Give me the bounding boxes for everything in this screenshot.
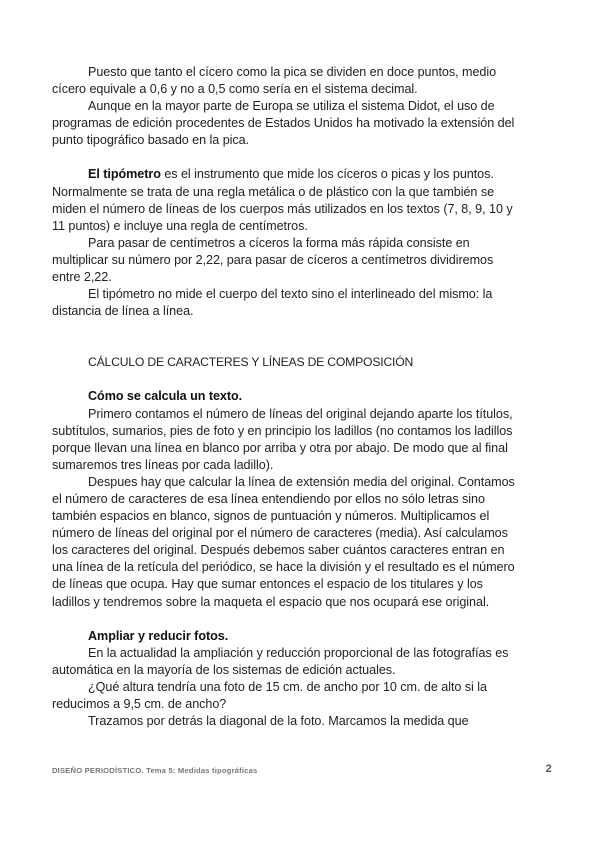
- page-footer: [52, 763, 552, 780]
- text-line: sumaremos tres líneas por cada ladillo).: [52, 457, 274, 472]
- text-line: En la actualidad la ampliación y reducción proporcional de las fotografías es: [88, 645, 509, 660]
- term-bold: El tipómetro: [88, 167, 161, 182]
- text-line: los caracteres del original. Después debemos saber cuántos caracteres entran en: [52, 543, 505, 558]
- text-line: miden el número de líneas de los cuerpos más utilizados en los textos (7, 8, 9, 10 y: [52, 201, 513, 216]
- text-line: de líneas que ocupa. Hay que sumar entonces el espacio de los titulares y los: [52, 577, 483, 592]
- text-line: Primero contamos el número de líneas del original dejando aparte los títulos,: [88, 406, 513, 421]
- text-line: Trazamos por detrás la diagonal de la foto. Marcamos la medida que: [88, 714, 469, 729]
- text-fragment: es el instrumento que mide los cíceros o picas y los puntos.: [160, 167, 494, 182]
- text-line: también espacios en blanco, signos de puntuación y números. Multiplicamos el: [52, 509, 490, 524]
- text-line: porque llevan una línea en blanco por arriba y otra por abajo. De modo que al final: [52, 440, 508, 455]
- text-line: punto tipográfico basado en la pica.: [52, 133, 250, 148]
- text-line: entre 2,22.: [52, 270, 112, 285]
- page-number: 2: [545, 763, 552, 775]
- document-page: [52, 64, 552, 730]
- text-line: reducimos a 9,5 cm. de ancho?: [52, 697, 227, 711]
- text-line: ¿Qué altura tendría una foto de 15 cm. de ancho por 10 cm. de alto si la: [88, 679, 487, 694]
- text-line: programas de edición procedentes de Estados Unidos ha motivado la extensión del: [52, 116, 515, 131]
- text-line: subtítulos, sumarios, pies de foto y en principio los ladillos (no contamos los ladillos: [52, 423, 513, 438]
- footer-text: DISEÑO PERIODÍSTICO. Tema 5: Medidas tipográficas: [52, 766, 258, 775]
- text-line: cícero equivale a 0,6 y no a 0,5 como sería en el sistema decimal.: [52, 82, 418, 97]
- subheading: Ampliar y reducir fotos.: [88, 628, 229, 643]
- text-line: Aunque en la mayor parte de Europa se utiliza el sistema Didot, el uso de: [88, 99, 495, 114]
- text-line: 11 puntos) e incluye una regla de centímetros.: [52, 218, 308, 233]
- text-line: [52, 166, 552, 183]
- text-line: distancia de línea a línea.: [52, 304, 194, 319]
- text-line: El tipómetro no mide el cuerpo del texto sino el interlineado del mismo: la: [88, 287, 493, 302]
- text-line: ladillos y tendremos sobre la maqueta el espacio que nos ocupará ese original.: [52, 594, 490, 609]
- text-line: Puesto que tanto el cícero como la pica se dividen en doce puntos, medio: [88, 65, 497, 79]
- subheading: Cómo se calcula un texto.: [88, 389, 243, 404]
- text-line: Despues hay que calcular la línea de extensión media del original. Contamos: [88, 474, 515, 489]
- text-line: el número de caracteres de esa línea entendiendo por ellos no sólo letras sino: [52, 491, 485, 506]
- text-line: automática en la mayoría de los sistemas de edición actuales.: [52, 662, 396, 677]
- text-line: una línea de la retícula del periódico, se hace la división y el resultado es el número: [52, 560, 515, 575]
- text-line: Para pasar de centímetros a cíceros la forma más rápida consiste en: [88, 235, 470, 250]
- text-line: número de líneas del original por el número de caracteres (media). Así calculamos: [52, 526, 508, 541]
- text-line: Normalmente se trata de una regla metálica o de plástico con la que también se: [52, 184, 495, 199]
- text-line: multiplicar su número por 2,22, para pasar de cíceros a centímetros dividiremos: [52, 252, 494, 267]
- section-heading: CÁLCULO DE CARACTERES Y LÍNEAS DE COMPOSICIÓN: [88, 355, 414, 370]
